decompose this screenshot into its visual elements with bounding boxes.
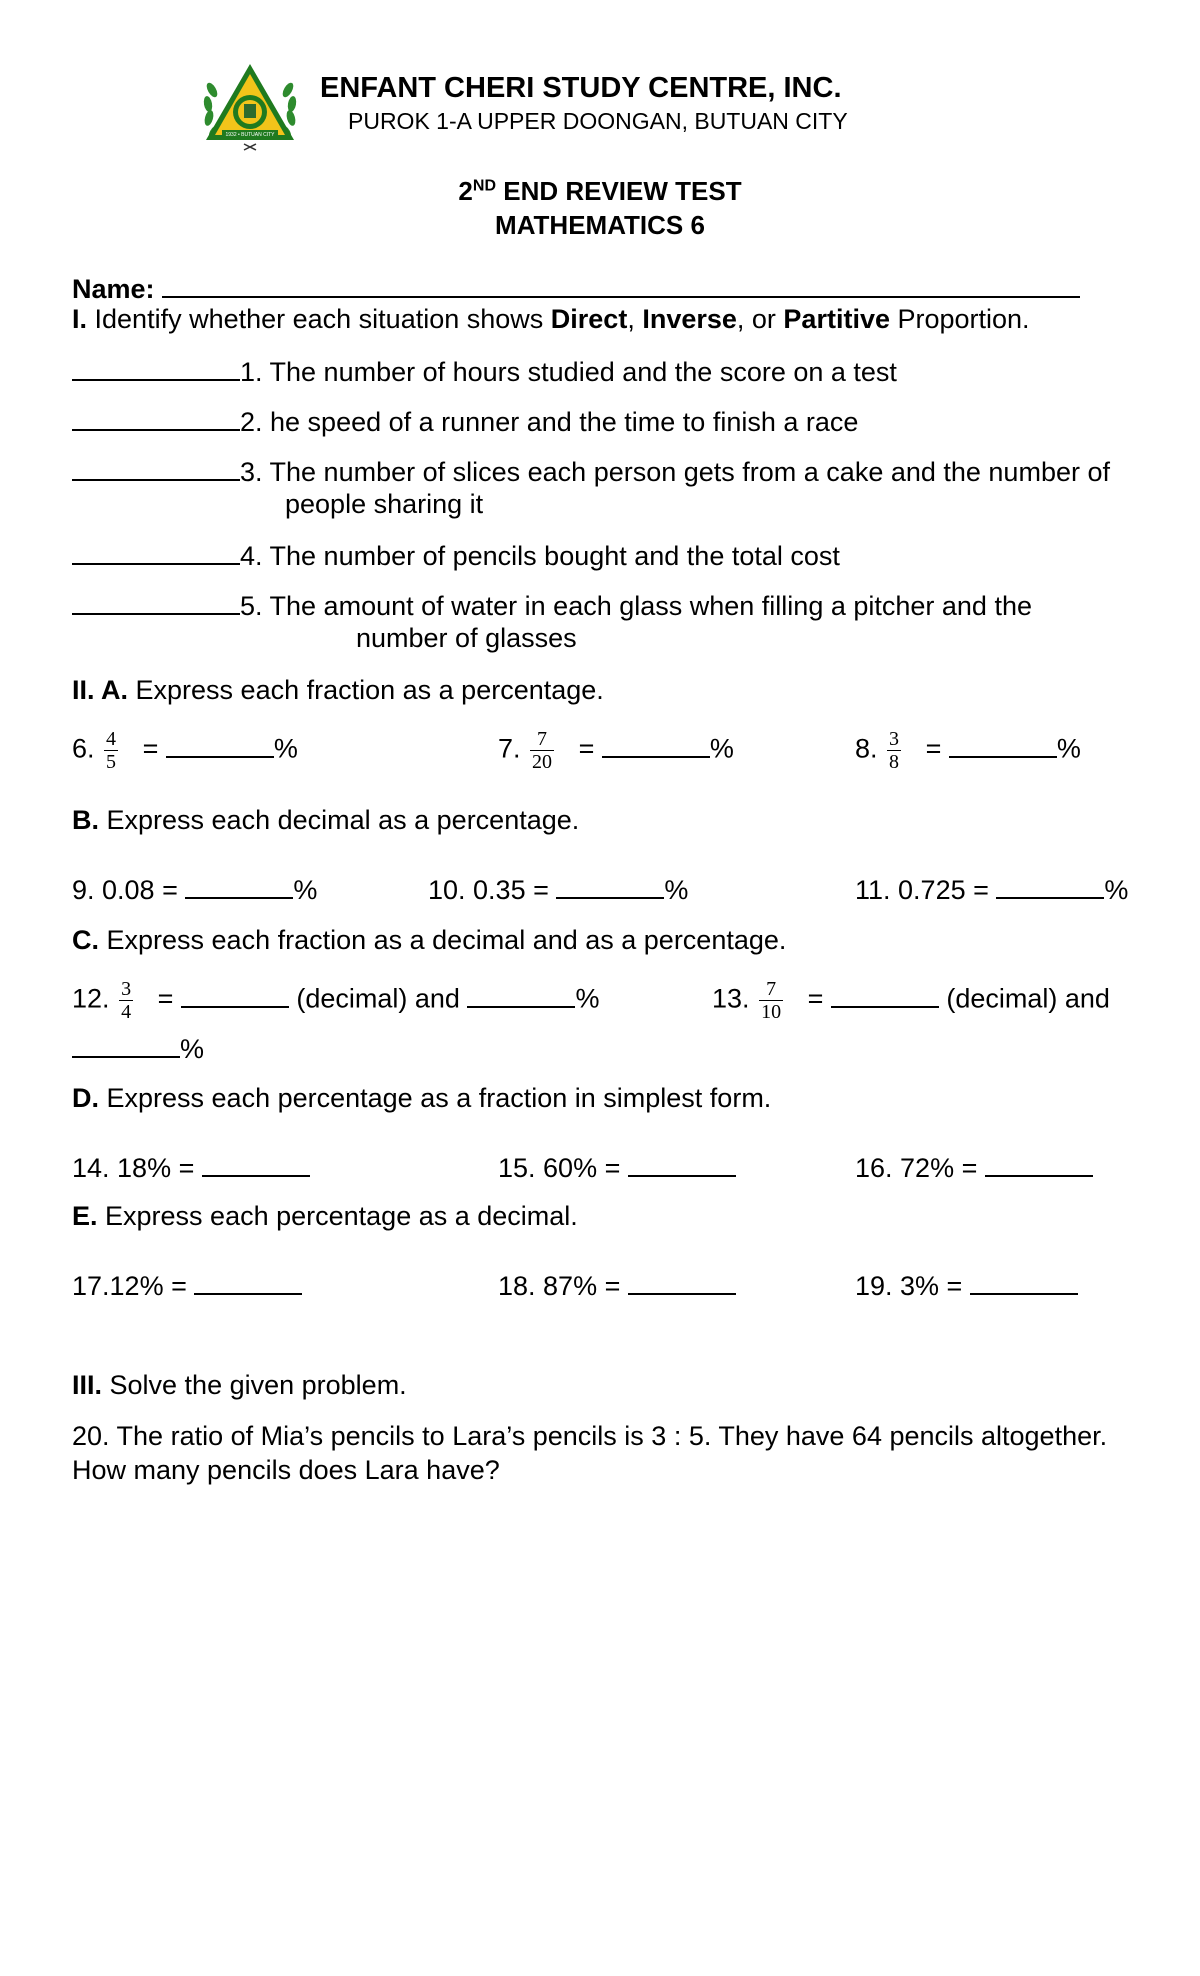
item-8: 8. $\frac{3}{8}$ = % <box>855 728 1081 773</box>
answer-blank[interactable] <box>72 455 240 481</box>
answer-blank[interactable] <box>166 732 274 758</box>
answer-blank[interactable] <box>602 732 710 758</box>
answer-blank[interactable] <box>628 1151 736 1177</box>
test-title: 2ND END REVIEW TEST <box>458 176 742 206</box>
decimal-blank[interactable] <box>831 982 939 1008</box>
answer-blank[interactable] <box>202 1151 310 1177</box>
item-14: 14. 18% = <box>72 1151 310 1184</box>
item-16: 16. 72% = <box>855 1151 1093 1184</box>
fraction: $\frac{7}{20}$ <box>532 728 553 773</box>
item-7: 7. $\frac{7}{20}$ = % <box>498 728 734 773</box>
answer-blank[interactable] <box>185 873 293 899</box>
problem-20-line2: How many pencils does Lara have? <box>72 1455 500 1485</box>
item-9: 9. 0.08 = % <box>72 875 318 905</box>
fraction: $\frac{4}{5}$ <box>106 728 117 773</box>
percent-blank[interactable] <box>72 1032 180 1058</box>
answer-blank[interactable] <box>72 355 240 381</box>
answer-blank[interactable] <box>72 539 240 565</box>
item-18: 18. 87% = <box>498 1269 736 1302</box>
svg-text:1932 • BUTUAN CITY: 1932 • BUTUAN CITY <box>225 132 275 138</box>
fraction: $\frac{3}{4}$ <box>121 978 132 1023</box>
item-17: 17.12% = <box>72 1269 302 1302</box>
item-10: 10. 0.35 = % <box>428 875 689 905</box>
answer-blank[interactable] <box>949 732 1057 758</box>
section-2e-instruction: E. Express each percentage as a decimal. <box>72 1201 578 1231</box>
name-field: Name: <box>72 272 1080 305</box>
answer-blank[interactable] <box>72 589 240 615</box>
answer-blank[interactable] <box>556 873 664 899</box>
school-address: PUROK 1-A UPPER DOONGAN, BUTUAN CITY <box>348 108 848 134</box>
item-3: 3. The number of slices each person gets from a cake and the number of <box>72 455 1110 488</box>
section-3-instruction: III. Solve the given problem. <box>72 1370 407 1400</box>
answer-blank[interactable] <box>628 1269 736 1295</box>
item-1: 1. The number of hours studied and the score on a test <box>72 355 897 388</box>
section-2a-instruction: II. A. Express each fraction as a percentage. <box>72 675 604 705</box>
item-15: 15. 60% = <box>498 1151 736 1184</box>
item-3-continuation: people sharing it <box>285 489 484 519</box>
subject-title: MATHEMATICS 6 <box>495 210 705 240</box>
answer-blank[interactable] <box>996 873 1104 899</box>
problem-20-line1: 20. The ratio of Mia’s pencils to Lara’s pencils is 3 : 5. They have 64 pencils altogether. <box>72 1421 1108 1451</box>
item-12: 12. $\frac{3}{4}$ = (decimal) and % <box>72 978 600 1023</box>
section-2d-instruction: D. Express each percentage as a fraction in simplest form. <box>72 1083 772 1113</box>
name-blank[interactable] <box>162 272 1080 298</box>
fraction: $\frac{7}{10}$ <box>761 978 782 1023</box>
school-name: ENFANT CHERI STUDY CENTRE, INC. <box>320 72 842 104</box>
item-2: 2. he speed of a runner and the time to finish a race <box>72 405 858 438</box>
answer-blank[interactable] <box>970 1269 1078 1295</box>
item-4: 4. The number of pencils bought and the total cost <box>72 539 840 572</box>
section-1-instruction: I. Identify whether each situation shows Direct, Inverse, or Partitive Proportion. <box>72 304 1030 334</box>
item-11: 11. 0.725 = % <box>855 875 1129 905</box>
item-19: 19. 3% = <box>855 1269 1078 1302</box>
school-logo <box>200 60 300 156</box>
item-5: 5. The amount of water in each glass when filling a pitcher and the <box>72 589 1032 622</box>
decimal-blank[interactable] <box>181 982 289 1008</box>
item-13-continuation: % <box>72 1032 204 1065</box>
item-5-continuation: number of glasses <box>356 623 577 653</box>
answer-blank[interactable] <box>194 1269 302 1295</box>
item-13: 13. $\frac{7}{10}$ = (decimal) and <box>712 978 1110 1023</box>
percent-blank[interactable] <box>467 982 575 1008</box>
answer-blank[interactable] <box>72 405 240 431</box>
section-2b-instruction: B. Express each decimal as a percentage. <box>72 805 580 835</box>
item-6: 6. $\frac{4}{5}$ = % <box>72 728 298 773</box>
answer-blank[interactable] <box>985 1151 1093 1177</box>
section-2c-instruction: C. Express each fraction as a decimal and as a percentage. <box>72 925 787 955</box>
fraction: $\frac{3}{8}$ <box>889 728 900 773</box>
